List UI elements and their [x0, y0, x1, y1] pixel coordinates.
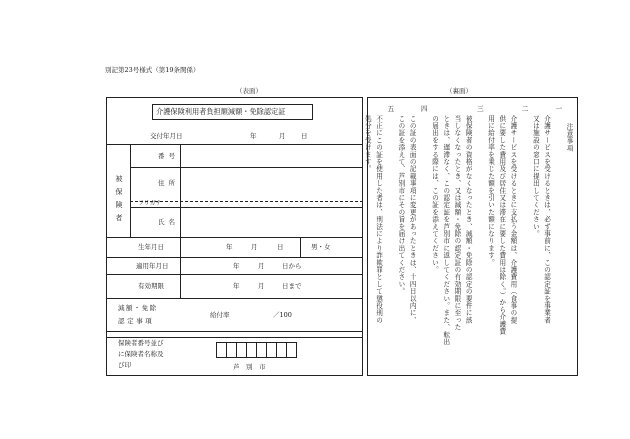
grid-line: [106, 144, 363, 145]
note-item-2-line1: 介護サービスを受けるときに支払う金額は、介護費用（食事の提: [508, 115, 517, 324]
sex-field: 男・女: [311, 243, 331, 251]
grid-line: [130, 167, 363, 168]
note-item-2-num: 二: [520, 105, 529, 113]
birth-day: 日: [277, 243, 284, 251]
note-item-4-num: 四: [419, 105, 428, 113]
note-item-1-num: 一: [553, 105, 562, 113]
grid-line: [106, 274, 363, 275]
note-item-5-line2: 処分を受けます。: [363, 115, 372, 173]
address-label: 住所: [158, 179, 179, 187]
insurer-label-line3: び印: [118, 361, 131, 369]
birth-month: 月: [251, 243, 258, 251]
note-item-5-num: 五: [385, 105, 394, 113]
insurer-label-line2: に保険者名称及: [118, 350, 164, 358]
applied-date-label: 適用年月日: [136, 262, 169, 270]
notes-heading: 注意事項: [565, 123, 573, 152]
front-card: [106, 97, 363, 338]
note-item-2-line2: 供に要した費用及び居住又は滞在に要した費用は除く。）から介護費: [497, 115, 506, 335]
validity-month: 月: [258, 282, 265, 290]
grid-line: [300, 237, 301, 257]
validity-label: 有効期限: [138, 282, 164, 290]
grid-line-dashed: [130, 201, 363, 202]
note-item-5-line1: 不正にこの証を使用した者は、刑法により詐欺罪として懲役刑の: [374, 115, 383, 324]
insured-label: 被保険者: [115, 175, 123, 227]
note-item-3-num: 三: [475, 105, 484, 113]
birth-label: 生年月日: [138, 243, 164, 251]
note-item-2-line3: 用に給付率を乗じた額を引いた額になります。: [486, 115, 495, 267]
benefit-rate-label: 給付率: [210, 311, 230, 319]
applied-month: 月: [258, 262, 265, 270]
note-item-3-line3: ときは、遅滞なく、この認定証を芦別市に返してください。また、転出: [441, 115, 450, 346]
benefit-rate-value: ／100: [273, 311, 292, 319]
back-label: （裏面）: [446, 87, 472, 95]
furigana-label: フリガナ: [138, 200, 162, 207]
issue-month: 月: [279, 132, 286, 140]
note-item-1-line1: 介護サービスを受けるときは、必ず事前に、この認定証を事業者: [542, 115, 551, 324]
grid-line: [130, 207, 363, 208]
insurer-name: 芦 別 市: [233, 363, 266, 371]
validity-year: 年: [233, 282, 240, 290]
note-item-4-line1: この証の表面の記載事項に変更があったときは、十四日以内に、: [408, 115, 417, 324]
reduction-label-line2: 認定事項: [118, 317, 155, 325]
issue-day: 日: [301, 132, 308, 140]
reduction-label-line1: 減額・免除: [118, 304, 158, 312]
applied-from: 日から: [282, 262, 302, 270]
grid-line: [106, 257, 363, 258]
name-label: 氏名: [158, 218, 179, 226]
insurer-row: [106, 331, 363, 376]
issue-year: 年: [250, 132, 257, 140]
grid-line: [106, 298, 363, 299]
front-label: （表面）: [236, 87, 262, 95]
card-title: 介護保険利用者負担額減額・免除認定証: [156, 107, 286, 116]
validity-until: 日まで: [282, 282, 302, 290]
note-item-3-line2: 当しなくなったとき、又は減額・免除の認定証の有効期限に至った: [452, 115, 461, 331]
applied-year: 年: [233, 262, 240, 270]
note-item-4-line2: この証を添えて、芦別市にその旨を届け出てください。: [396, 115, 405, 295]
back-notes: [363, 105, 574, 370]
grid-line: [106, 237, 363, 238]
note-item-3-line4: の届出をする際には、この証を添えてください。: [430, 115, 439, 274]
birth-year: 年: [226, 243, 233, 251]
issue-date-label: 交付年月日: [150, 132, 183, 140]
grid-line: [130, 144, 131, 237]
form-number: 別記第23号様式（第19条関係）: [105, 66, 200, 74]
number-label: 番号: [158, 152, 179, 160]
note-item-1-line2: 又は施設の窓口に提出してください。: [531, 115, 540, 238]
note-item-3-line1: 被保険者の資格がなくなったとき、減額・免除の認定の要件に該: [464, 115, 473, 324]
grid-line: [180, 144, 181, 298]
insurer-label-line1: 保険者番号並び: [118, 339, 164, 347]
